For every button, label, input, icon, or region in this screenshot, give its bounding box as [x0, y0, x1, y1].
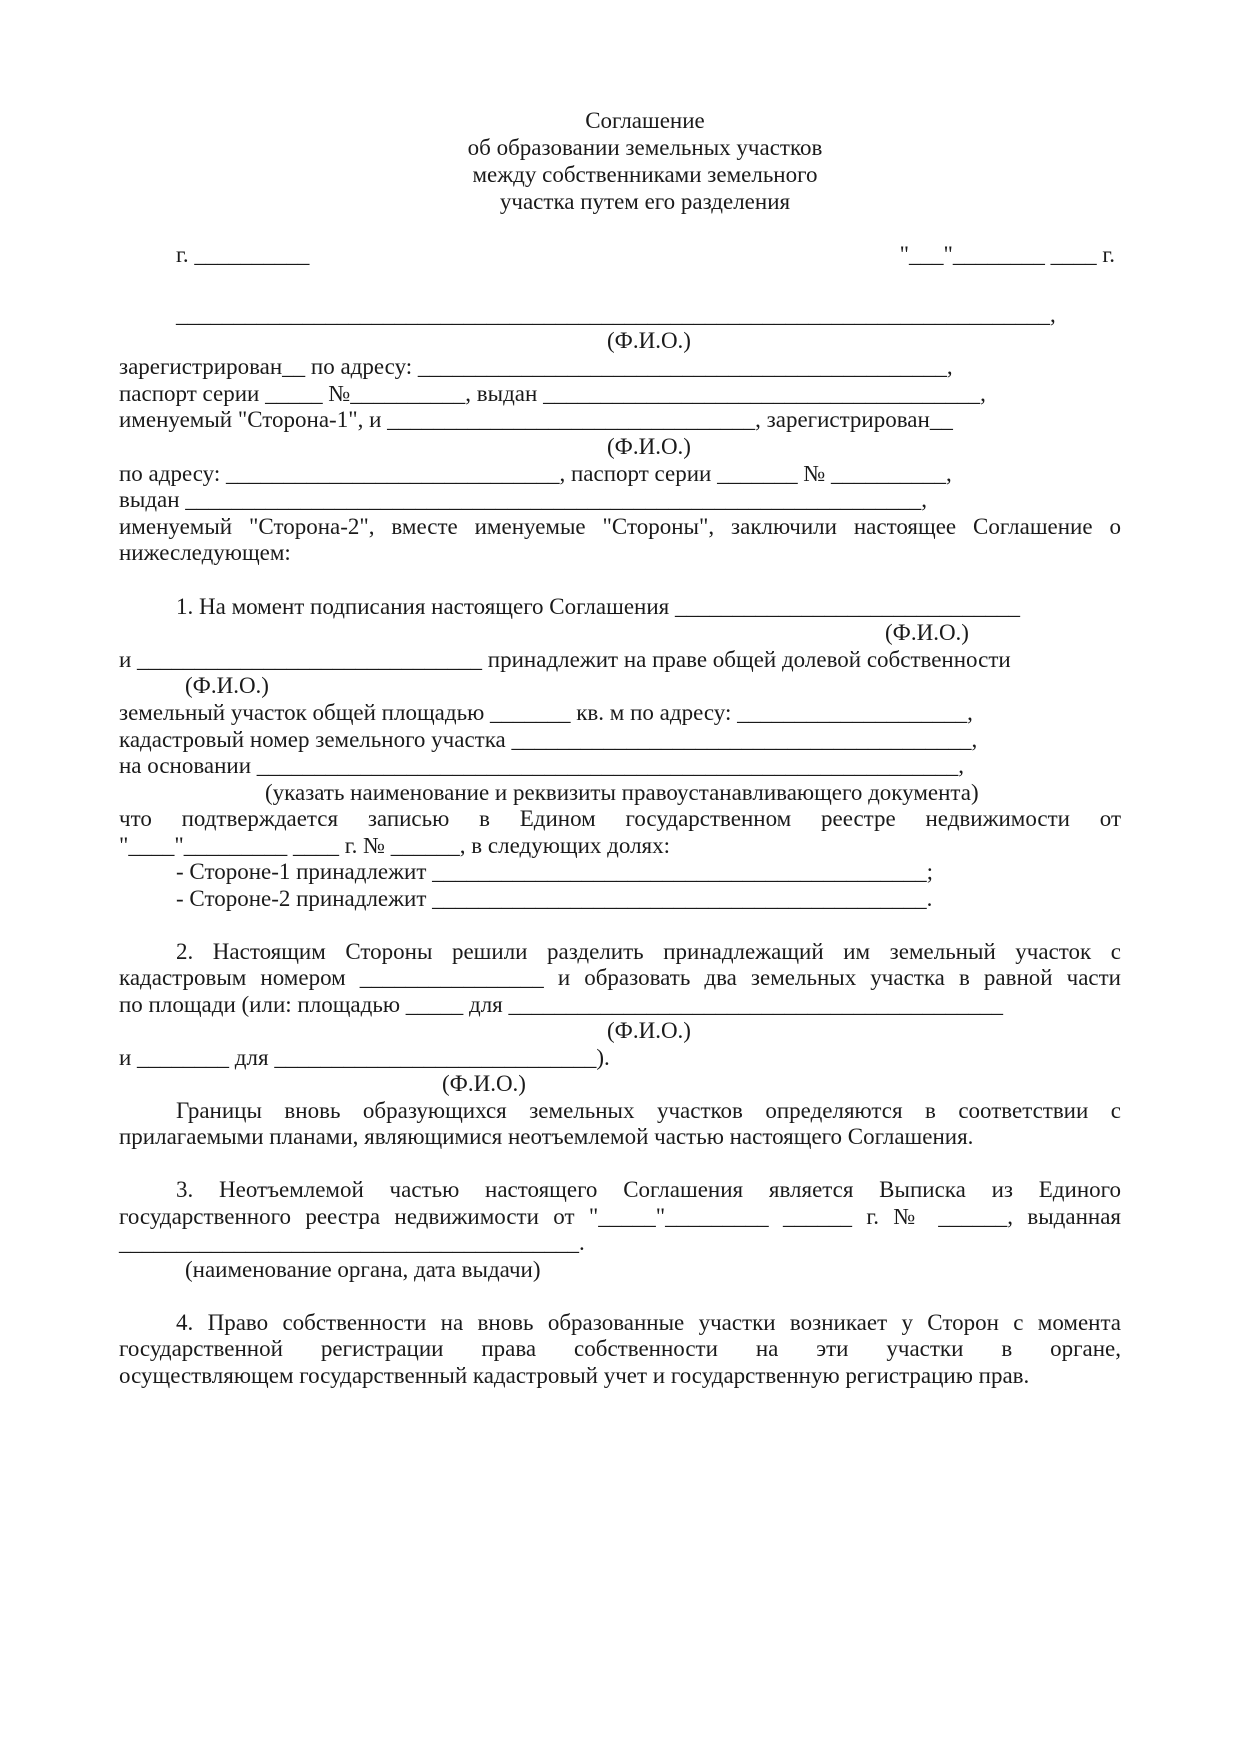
party1-named-line: именуемый "Сторона-1", и ________________________________, зарегистрирован__	[119, 407, 953, 432]
section3-line: государственного реестра недвижимости от "_____"_________ ______ г. № ______, выданная	[119, 1204, 1121, 1229]
date-field: "___"________ ____ г.	[899, 242, 1115, 267]
section2-line: кадастровым номером ________________ и образовать два земельных участка в равной части	[119, 965, 1121, 990]
section2-line: 2. Настоящим Стороны решили разделить принадлежащий им земельный участок с	[176, 939, 1121, 964]
section2-line: и ________ для ____________________________).	[119, 1045, 610, 1070]
section2-line: по площади (или: площадью _____ для ___________________________________________	[119, 992, 1004, 1017]
party2-named-line: именуемый "Сторона-2", вместе именуемые "Стороны", заключили настоящее Соглашение о	[119, 514, 1121, 539]
section2-paragraph-line: прилагаемыми планами, являющимися неотъемлемой частью настоящего Соглашения.	[119, 1124, 974, 1149]
share-line: - Стороне-2 принадлежит ___________________________________________.	[176, 886, 933, 911]
section4-line: 4. Право собственности на вновь образованные участки возникает у Сторон с момента	[176, 1310, 1121, 1335]
document-title-line-1: Соглашение	[585, 108, 705, 133]
registered-address-line: зарегистрирован__ по адресу: ______________________________________________,	[119, 354, 953, 379]
document-title-line-4: участка путем его разделения	[499, 189, 791, 214]
city-field: г. __________	[176, 242, 310, 267]
share-line: - Стороне-1 принадлежит ___________________________________________;	[176, 859, 934, 884]
fio-caption: (Ф.И.О.)	[607, 328, 691, 353]
section3-line: 3. Неотъемлемой частью настоящего Соглашения является Выписка из Единого	[176, 1177, 1121, 1202]
party2-issued-line: выдан ________________________________________________________________,	[119, 487, 928, 512]
fio-caption: (Ф.И.О.)	[185, 673, 269, 698]
section3-line: ________________________________________.	[119, 1230, 585, 1255]
fio-caption: (Ф.И.О.)	[885, 620, 969, 645]
section4-line: осуществляющем государственный кадастровый учет и государственную регистрацию прав.	[119, 1363, 1030, 1388]
section1-line: что подтверждается записью в Едином государственном реестре недвижимости от	[119, 806, 1121, 831]
section1-line: 1. На момент подписания настоящего Соглашения ______________________________	[176, 594, 1020, 619]
section1-line: земельный участок общей площадью _______ кв. м по адресу: ____________________,	[119, 700, 973, 725]
section1-line: и ______________________________ принадлежит на праве общей долевой собственности	[119, 647, 1011, 672]
fio-caption: (Ф.И.О.)	[607, 1018, 691, 1043]
section2-paragraph-line: Границы вновь образующихся земельных участков определяются в соответствии с	[176, 1098, 1121, 1123]
document-caption: (указать наименование и реквизиты правоустанавливающего документа)	[265, 780, 979, 805]
section1-line: кадастровый номер земельного участка ________________________________________,	[119, 727, 978, 752]
section1-line: на основании _____________________________________________________________,	[119, 753, 965, 778]
fio-caption: (Ф.И.О.)	[607, 434, 691, 459]
party2-address-line: по адресу: _____________________________, паспорт серии _______ № __________,	[119, 461, 952, 486]
passport-line: паспорт серии _____ №__________, выдан ______________________________________,	[119, 381, 986, 406]
document-title-line-3: между собственниками земельного	[472, 162, 818, 187]
section1-line: "____"_________ ____ г. № ______, в следующих долях:	[119, 833, 671, 858]
fio-caption: (Ф.И.О.)	[442, 1071, 526, 1096]
issuer-caption: (наименование органа, дата выдачи)	[185, 1257, 541, 1282]
document-title-line-2: об образовании земельных участков	[467, 135, 823, 160]
section4-line: государственной регистрации права собственности на эти участки в органе,	[119, 1336, 1121, 1361]
party1-name-line: ____________________________________________________________________________,	[176, 302, 1056, 327]
party2-named-line-cont: нижеследующем:	[119, 540, 291, 565]
